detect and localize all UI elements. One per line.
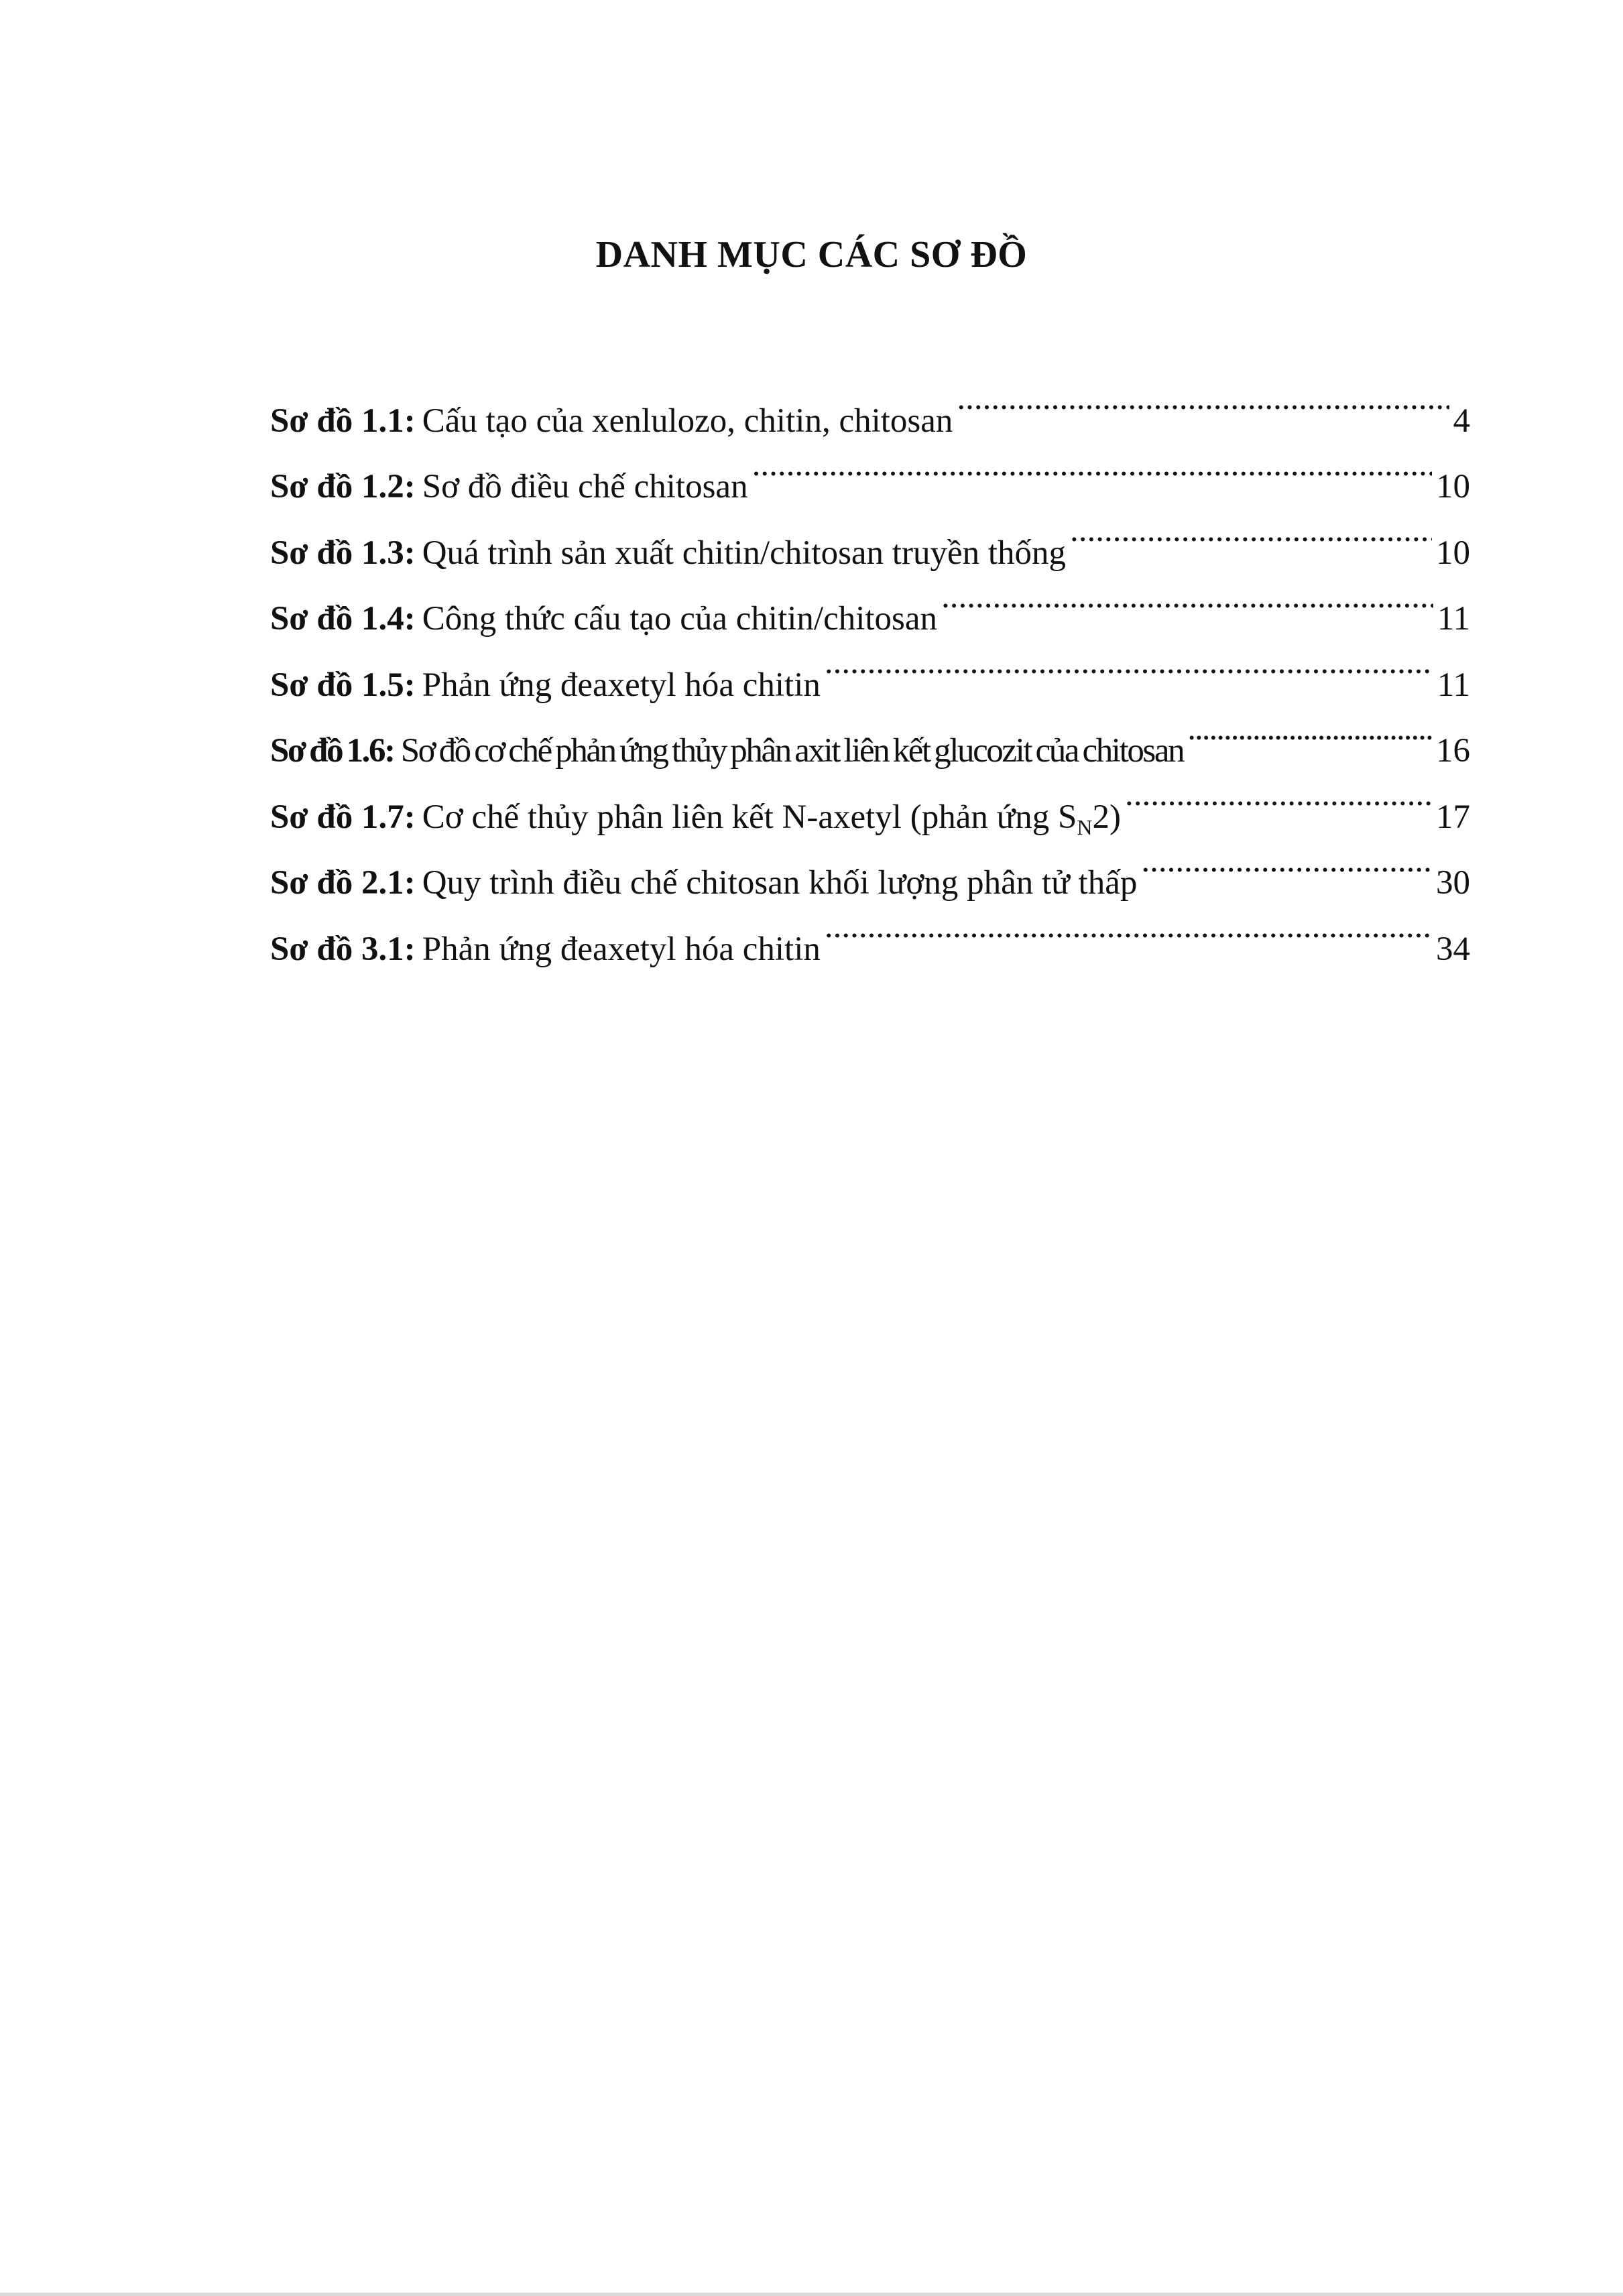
dot-leader bbox=[752, 432, 1432, 498]
entry-title bbox=[416, 784, 1121, 854]
diagram-list bbox=[270, 365, 1470, 968]
dot-leader bbox=[825, 894, 1432, 960]
entry-page-number: 10 bbox=[1436, 468, 1470, 505]
dot-leader bbox=[1070, 497, 1432, 564]
subscript: N bbox=[1077, 814, 1093, 839]
entry-title-part: 2) bbox=[1092, 798, 1121, 836]
entry-label: Sơ đồ 1.3: bbox=[270, 534, 416, 572]
dot-leader bbox=[957, 365, 1449, 432]
entry-page-number: 4 bbox=[1453, 402, 1470, 440]
entry-label: Sơ đồ 1.7: bbox=[270, 798, 416, 836]
entry-page-number: 10 bbox=[1436, 534, 1470, 572]
entry-label: Sơ đồ 1.4: bbox=[270, 600, 416, 638]
dot-leader bbox=[825, 629, 1433, 696]
entry-page-number: 11 bbox=[1437, 600, 1470, 638]
page-bottom-edge bbox=[0, 2293, 1623, 2296]
dot-leader bbox=[941, 564, 1433, 630]
entry-title-part: Cơ chế thủy phân liên kết N-axetyl (phản ứng S bbox=[422, 798, 1077, 836]
entry-title: Phản ứng đeaxetyl hóa chitin bbox=[422, 666, 821, 704]
list-item bbox=[270, 365, 1470, 440]
entry-page-number: 11 bbox=[1437, 666, 1470, 704]
entry-title: Cấu tạo của xenlulozo, chitin, chitosan bbox=[422, 402, 953, 440]
entry-label: Sơ đồ 3.1: bbox=[270, 930, 416, 968]
entry-label: Sơ đồ 1.1: bbox=[270, 402, 416, 440]
entry-label: Sơ đồ 1.6: bbox=[270, 732, 394, 770]
entry-title: Sơ đồ cơ chế phản ứng thủy phân axit liên kết glucozit của chitosan bbox=[400, 732, 1184, 770]
entry-title: Sơ đồ điều chế chitosan bbox=[422, 468, 748, 505]
entry-label: Sơ đồ 2.1: bbox=[270, 864, 416, 902]
entry-page-number: 16 bbox=[1436, 732, 1470, 770]
entry-label: Sơ đồ 1.5: bbox=[270, 666, 416, 704]
entry-page-number: 34 bbox=[1436, 930, 1470, 968]
page-title: DANH MỤC CÁC SƠ ĐỒ bbox=[595, 234, 1028, 276]
entry-title: Công thức cấu tạo của chitin/chitosan bbox=[422, 600, 938, 638]
entry-title: Quy trình điều chế chitosan khối lượng phân tử thấp bbox=[422, 864, 1138, 902]
entry-title: Quá trình sản xuất chitin/chitosan truyền thống bbox=[422, 534, 1067, 572]
dot-leader bbox=[1141, 828, 1432, 894]
dot-leader bbox=[1187, 696, 1432, 762]
dot-leader bbox=[1125, 762, 1432, 828]
entry-page-number: 17 bbox=[1436, 798, 1470, 836]
entry-page-number: 30 bbox=[1436, 864, 1470, 902]
entry-label: Sơ đồ 1.2: bbox=[270, 468, 416, 505]
entry-title: Phản ứng đeaxetyl hóa chitin bbox=[422, 930, 821, 968]
